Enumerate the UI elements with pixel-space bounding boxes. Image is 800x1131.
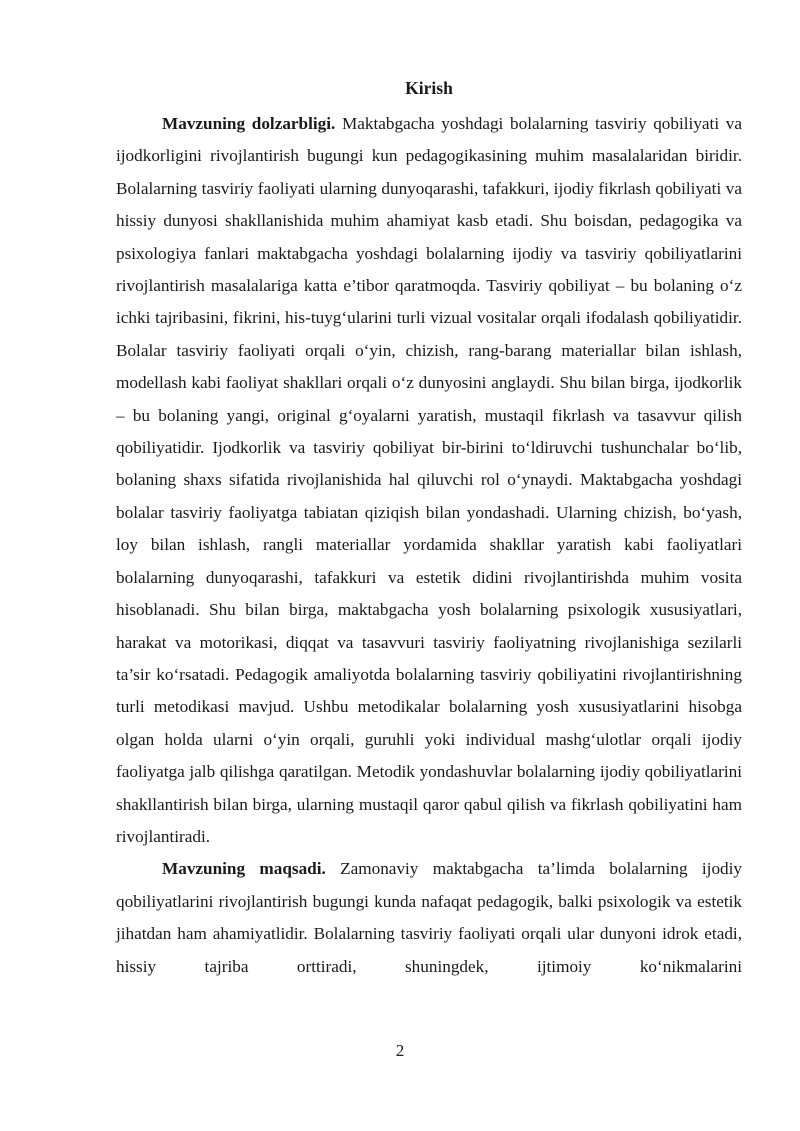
paragraph-goal: [116, 853, 742, 983]
page-number: 2: [395, 1041, 405, 1060]
paragraph-lead: Mavzuning maqsadi.: [162, 859, 326, 879]
paragraph-lead: Mavzuning dolzarbligi.: [162, 114, 336, 133]
paragraph-text: Maktabgacha yoshdagi bolalarning tasviriy qobiliyati va ijodkorligini rivojlantirish bugungi kun pedagogikasining muhim masalalaridan biridir. Bolalarning tasviriy faoliyati ularning dunyoqarashi, tafakkuri, ijodiy fikrlash qobiliyati va hissiy dunyosi shakllanishida muhim ahamiyat kasb etadi. Shu boisdan, pedagogika va psixologiya fanlari maktabgacha yoshdagi bolalarning ijodiy va tasviriy qobiliyatlarini rivojlantirish masalalariga katta e’tibor qaratmoqda. Tasviriy qobiliyat – bu bolaning o‘z ichki tajribasini, fikrini, his-tuyg‘ularini turli vizual vositalar orqali ifodalash qobiliyatidir. Bolalar tasviriy faoliyati orqali o‘yin, chizish, rang-barang materiallar bilan ishlash, modellash kabi faoliyat shakllari orqali o‘z dunyosini anglaydi. Shu bilan birga, ijodkorlik – bu bolaning yangi, original g‘oyalarni yaratish, mustaqil fikrlash va tasavvur qilish qobiliyatidir. Ijodkorlik va tasviriy qobiliyat bir-birini to‘ldiruvchi tushunchalar bo‘lib, bolaning shaxs sifatida rivojlanishida hal qiluvchi rol o‘ynaydi. Maktabgacha yoshdagi bolalar tasviriy faoliyatga tabiatan qiziqish bilan yondashadi. Ularning chizish, bo‘yash, loy bilan ishlash, rangli materiallar yordamida shakllar yaratish kabi faoliyatlari bolalarning dunyoqarashi, tafakkuri va estetik didini rivojlantirishda muhim vosita hisoblanadi. Shu bilan birga, maktabgacha yosh bolalarning psixologik xususiyatlari, harakat va motorikasi, diqqat va tasavvuri tasviriy faoliyatning rivojlanishiga sezilarli ta’sir ko‘rsatadi. Pedagogik amaliyotda bolalarning tasviriy qobiliyatini rivojlantirishning turli metodikasi mavjud. Ushbu metodikalar bolalarning yosh xususiyatlarini hisobga olgan holda ularni o‘yin orqali, guruhli yoki individual mashg‘ulotlar orqali ijodiy faoliyatga jalb qilishga qaratilgan. Metodik yondashuvlar bolalarning ijodiy qobiliyatlarini shakllantirish bilan birga, ularning mustaqil qaror qabul qilish va fikrlash qobiliyatini ham rivojlantiradi.: [116, 114, 742, 846]
paragraph-relevance: [116, 108, 742, 853]
paragraph-text: Zamonaviy maktabgacha ta’limda bolalarning ijodiy qobiliyatlarini rivojlantirish bugungi kunda nafaqat pedagogik, balki psixologik va estetik jihatdan ham ahamiyatlidir. Bolalarning tasviriy faoliyati orqali ular dunyoni idrok etadi, hissiy tajriba orttiradi, shuningdek, ijtimoiy ko‘nikmalarini: [116, 859, 743, 976]
section-heading: Kirish: [405, 78, 453, 98]
page-content: [116, 76, 742, 983]
